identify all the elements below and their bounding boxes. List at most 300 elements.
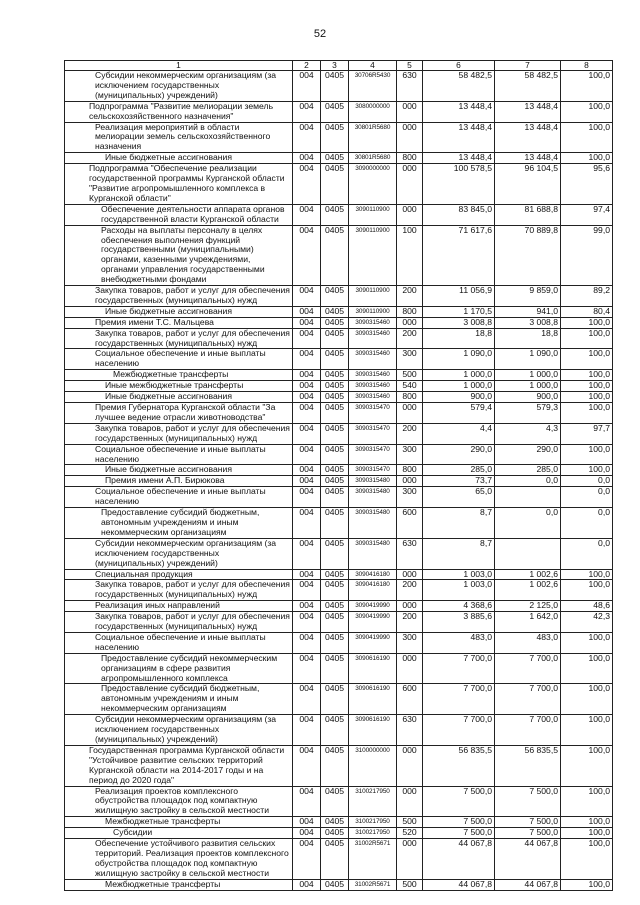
table-row [65,465,613,476]
target-article-code: 3090315480 [349,538,397,569]
table-row [65,349,613,370]
target-article-code: 3090110900 [349,225,397,285]
target-article-code: 31002R5671 [349,839,397,880]
executed-amount: 7 500,0 [495,817,561,828]
approved-amount: 1 000,0 [423,370,495,381]
section-code: 0405 [321,715,349,746]
execution-percent: 100,0 [561,879,613,890]
executed-amount: 44 067,8 [495,879,561,890]
execution-percent: 100,0 [561,465,613,476]
section-code: 0405 [321,538,349,569]
executed-amount: 1 002,6 [495,580,561,601]
executed-amount: 0,0 [495,476,561,487]
approved-amount: 1 090,0 [423,349,495,370]
ministry-code: 004 [293,286,321,307]
approved-amount: 13 448,4 [423,101,495,122]
target-article-code: 3090315460 [349,317,397,328]
table-row [65,317,613,328]
target-article-code: 3090616190 [349,715,397,746]
section-code: 0405 [321,601,349,612]
section-code: 0405 [321,328,349,349]
execution-percent: 0,0 [561,508,613,539]
row-name: Закупка товаров, работ и услуг для обеспечения государственных (муниципальных) нужд [65,328,293,349]
row-name: Премия имени Т.С. Мальцева [65,317,293,328]
expense-type-code: 000 [397,122,423,153]
column-number: 2 [293,61,321,71]
section-code: 0405 [321,465,349,476]
expense-type-code: 000 [397,786,423,817]
approved-amount: 1 000,0 [423,381,495,392]
execution-percent: 100,0 [561,653,613,684]
row-name: Субсидии некоммерческим организациям (за исключением государственных (муниципальных) учреждений) [65,71,293,102]
executed-amount: 58 482,5 [495,71,561,102]
target-article-code: 30801R5680 [349,153,397,164]
execution-percent: 100,0 [561,101,613,122]
ministry-code: 004 [293,745,321,786]
approved-amount: 8,7 [423,538,495,569]
budget-table-container [64,60,612,891]
approved-amount: 1 003,0 [423,569,495,580]
section-code: 0405 [321,879,349,890]
ministry-code: 004 [293,786,321,817]
table-row [65,569,613,580]
expense-type-code: 200 [397,423,423,444]
target-article-code: 3090416180 [349,580,397,601]
target-article-code: 31002R5671 [349,879,397,890]
expense-type-code: 000 [397,164,423,205]
ministry-code: 004 [293,839,321,880]
row-name: Субсидии некоммерческим организациям (за исключением государственных (муниципальных) учреждений) [65,715,293,746]
expense-type-code: 000 [397,476,423,487]
row-name: Специальная продукция [65,569,293,580]
section-code: 0405 [321,101,349,122]
approved-amount: 7 500,0 [423,786,495,817]
executed-amount: 2 125,0 [495,601,561,612]
expense-type-code: 200 [397,580,423,601]
approved-amount: 4 368,6 [423,601,495,612]
expense-type-code: 000 [397,403,423,424]
ministry-code: 004 [293,476,321,487]
target-article-code: 3090315460 [349,392,397,403]
ministry-code: 004 [293,601,321,612]
ministry-code: 004 [293,370,321,381]
table-row [65,580,613,601]
table-row [65,828,613,839]
ministry-code: 004 [293,444,321,465]
ministry-code: 004 [293,349,321,370]
table-row [65,684,613,715]
execution-percent: 100,0 [561,370,613,381]
section-code: 0405 [321,828,349,839]
executed-amount: 7 500,0 [495,786,561,817]
target-article-code: 3080000000 [349,101,397,122]
target-article-code: 3090315470 [349,403,397,424]
expense-type-code: 630 [397,715,423,746]
section-code: 0405 [321,786,349,817]
expense-type-code: 000 [397,839,423,880]
ministry-code: 004 [293,569,321,580]
section-code: 0405 [321,487,349,508]
executed-amount: 4,3 [495,423,561,444]
executed-amount: 44 067,8 [495,839,561,880]
approved-amount: 7 500,0 [423,828,495,839]
executed-amount: 1 642,0 [495,612,561,633]
executed-amount: 900,0 [495,392,561,403]
expense-type-code: 000 [397,653,423,684]
budget-table [64,60,613,891]
execution-percent: 100,0 [561,444,613,465]
row-name: Иные бюджетные ассигнования [65,306,293,317]
table-row [65,715,613,746]
column-number: 4 [349,61,397,71]
executed-amount: 285,0 [495,465,561,476]
approved-amount: 1 170,5 [423,306,495,317]
expense-type-code: 500 [397,879,423,890]
ministry-code: 004 [293,508,321,539]
executed-amount: 941,0 [495,306,561,317]
row-name: Закупка товаров, работ и услуг для обеспечения государственных (муниципальных) нужд [65,423,293,444]
expense-type-code: 600 [397,684,423,715]
page-number: 52 [313,28,327,40]
row-name: Предоставление субсидий некоммерческим организациям в сфере развития агропромышленного комплекса [65,653,293,684]
row-name: Иные межбюджетные трансферты [65,381,293,392]
ministry-code: 004 [293,204,321,225]
executed-amount: 1 000,0 [495,370,561,381]
ministry-code: 004 [293,71,321,102]
executed-amount: 96 104,5 [495,164,561,205]
table-row [65,328,613,349]
expense-type-code: 600 [397,508,423,539]
ministry-code: 004 [293,317,321,328]
ministry-code: 004 [293,828,321,839]
executed-amount: 579,3 [495,403,561,424]
section-code: 0405 [321,306,349,317]
section-code: 0405 [321,423,349,444]
target-article-code: 3090315460 [349,370,397,381]
ministry-code: 004 [293,538,321,569]
target-article-code: 3090315460 [349,349,397,370]
ministry-code: 004 [293,164,321,205]
approved-amount: 13 448,4 [423,153,495,164]
column-number: 3 [321,61,349,71]
expense-type-code: 000 [397,601,423,612]
ministry-code: 004 [293,392,321,403]
executed-amount: 1 002,6 [495,569,561,580]
section-code: 0405 [321,476,349,487]
table-row [65,204,613,225]
target-article-code: 3100000000 [349,745,397,786]
execution-percent: 100,0 [561,715,613,746]
execution-percent: 100,0 [561,580,613,601]
executed-amount: 290,0 [495,444,561,465]
row-name: Реализация мероприятий в области мелиорации земель сельскохозяйственного назначения [65,122,293,153]
target-article-code: 30801R5680 [349,122,397,153]
table-row [65,153,613,164]
expense-type-code: 300 [397,487,423,508]
executed-amount [495,538,561,569]
row-name: Межбюджетные трансферты [65,879,293,890]
ministry-code: 004 [293,817,321,828]
section-code: 0405 [321,569,349,580]
row-name: Закупка товаров, работ и услуг для обеспечения государственных (муниципальных) нужд [65,580,293,601]
row-name: Иные бюджетные ассигнования [65,392,293,403]
row-name: Премия Губернатора Курганской области "За лучшее ведение отрасли животноводства" [65,403,293,424]
table-row [65,286,613,307]
table-row [65,817,613,828]
approved-amount: 73,7 [423,476,495,487]
executed-amount: 7 700,0 [495,653,561,684]
approved-amount: 483,0 [423,632,495,653]
section-code: 0405 [321,612,349,633]
target-article-code: 3090000000 [349,164,397,205]
expense-type-code: 630 [397,71,423,102]
row-name: Подпрограмма "Развитие мелиорации земель сельскохозяйственного назначения" [65,101,293,122]
table-row [65,122,613,153]
row-name: Социальное обеспечение и иные выплаты населению [65,349,293,370]
execution-percent: 100,0 [561,317,613,328]
target-article-code: 3090315480 [349,487,397,508]
execution-percent: 89,2 [561,286,613,307]
target-article-code: 3090315460 [349,381,397,392]
section-code: 0405 [321,684,349,715]
row-name: Субсидии [65,828,293,839]
expense-type-code: 000 [397,745,423,786]
ministry-code: 004 [293,153,321,164]
row-name: Субсидии некоммерческим организациям (за исключением государственных (муниципальных) учреждений) [65,538,293,569]
section-code: 0405 [321,225,349,285]
executed-amount: 7 500,0 [495,828,561,839]
executed-amount: 3 008,8 [495,317,561,328]
executed-amount: 483,0 [495,632,561,653]
table-row [65,403,613,424]
table-row [65,786,613,817]
table-body [65,71,613,891]
target-article-code: 3090616190 [349,653,397,684]
section-code: 0405 [321,71,349,102]
execution-percent: 0,0 [561,538,613,569]
target-article-code: 3090315470 [349,465,397,476]
column-number: 8 [561,61,613,71]
row-name: Социальное обеспечение и иные выплаты населению [65,487,293,508]
section-code: 0405 [321,392,349,403]
target-article-code: 3090419990 [349,612,397,633]
execution-percent: 97,4 [561,204,613,225]
execution-percent: 100,0 [561,632,613,653]
target-article-code: 3100217950 [349,828,397,839]
execution-percent: 100,0 [561,745,613,786]
table-row [65,381,613,392]
table-row [65,101,613,122]
executed-amount: 70 889,8 [495,225,561,285]
executed-amount: 1 090,0 [495,349,561,370]
approved-amount: 1 003,0 [423,580,495,601]
expense-type-code: 300 [397,349,423,370]
ministry-code: 004 [293,465,321,476]
section-code: 0405 [321,653,349,684]
target-article-code: 3090315460 [349,328,397,349]
section-code: 0405 [321,164,349,205]
execution-percent: 48,6 [561,601,613,612]
approved-amount: 7 700,0 [423,684,495,715]
approved-amount: 71 617,6 [423,225,495,285]
execution-percent: 100,0 [561,122,613,153]
executed-amount: 13 448,4 [495,153,561,164]
approved-amount: 13 448,4 [423,122,495,153]
section-code: 0405 [321,286,349,307]
approved-amount: 11 056,9 [423,286,495,307]
executed-amount: 81 688,8 [495,204,561,225]
table-row [65,392,613,403]
table-row [65,476,613,487]
expense-type-code: 800 [397,465,423,476]
approved-amount: 3 885,6 [423,612,495,633]
executed-amount: 7 700,0 [495,684,561,715]
expense-type-code: 500 [397,370,423,381]
execution-percent: 100,0 [561,328,613,349]
table-row [65,487,613,508]
expense-type-code: 300 [397,444,423,465]
execution-percent: 80,4 [561,306,613,317]
expense-type-code: 000 [397,204,423,225]
target-article-code: 3100217950 [349,817,397,828]
approved-amount: 900,0 [423,392,495,403]
section-code: 0405 [321,444,349,465]
execution-percent: 0,0 [561,476,613,487]
execution-percent: 42,3 [561,612,613,633]
row-name: Социальное обеспечение и иные выплаты населению [65,632,293,653]
table-row [65,879,613,890]
ministry-code: 004 [293,306,321,317]
execution-percent: 100,0 [561,569,613,580]
table-row [65,745,613,786]
approved-amount: 579,4 [423,403,495,424]
row-name: Иные бюджетные ассигнования [65,153,293,164]
column-number: 7 [495,61,561,71]
row-name: Государственная программа Курганской области "Устойчивое развитие сельских территорий Курганской области на 2014-2017 годы и на период до 2020 года" [65,745,293,786]
approved-amount: 4,4 [423,423,495,444]
approved-amount: 3 008,8 [423,317,495,328]
section-code: 0405 [321,370,349,381]
table-row [65,538,613,569]
section-code: 0405 [321,122,349,153]
expense-type-code: 800 [397,306,423,317]
section-code: 0405 [321,317,349,328]
ministry-code: 004 [293,653,321,684]
row-name: Обеспечение устойчивого развития сельских территорий. Реализация проектов комплексного обустройства площадок под компактную жилищную застройку в сельской местности [65,839,293,880]
table-row [65,508,613,539]
ministry-code: 004 [293,101,321,122]
target-article-code: 3090315470 [349,423,397,444]
target-article-code: 3090315470 [349,444,397,465]
approved-amount: 285,0 [423,465,495,476]
section-code: 0405 [321,580,349,601]
expense-type-code: 540 [397,381,423,392]
expense-type-code: 520 [397,828,423,839]
execution-percent: 95,6 [561,164,613,205]
column-number: 6 [423,61,495,71]
approved-amount: 65,0 [423,487,495,508]
row-name: Подпрограмма "Обеспечение реализации государственной программы Курганской области "Развитие агропромышленного комплекса в Курганской области" [65,164,293,205]
ministry-code: 004 [293,580,321,601]
row-name: Иные бюджетные ассигнования [65,465,293,476]
execution-percent: 97,7 [561,423,613,444]
table-row [65,653,613,684]
approved-amount: 7 700,0 [423,715,495,746]
ministry-code: 004 [293,122,321,153]
approved-amount: 83 845,0 [423,204,495,225]
row-name: Премия имени А.П. Бирюкова [65,476,293,487]
ministry-code: 004 [293,487,321,508]
target-article-code: 3090110900 [349,306,397,317]
target-article-code: 3090416180 [349,569,397,580]
table-row [65,225,613,285]
table-row [65,306,613,317]
target-article-code: 3090419990 [349,632,397,653]
approved-amount: 56 835,5 [423,745,495,786]
section-code: 0405 [321,381,349,392]
row-name: Закупка товаров, работ и услуг для обеспечения государственных (муниципальных) нужд [65,612,293,633]
ministry-code: 004 [293,381,321,392]
ministry-code: 004 [293,632,321,653]
table-row [65,632,613,653]
execution-percent: 100,0 [561,381,613,392]
expense-type-code: 300 [397,632,423,653]
execution-percent: 100,0 [561,392,613,403]
approved-amount: 58 482,5 [423,71,495,102]
table-row [65,612,613,633]
approved-amount: 290,0 [423,444,495,465]
executed-amount: 1 000,0 [495,381,561,392]
row-name: Закупка товаров, работ и услуг для обеспечения государственных (муниципальных) нужд [65,286,293,307]
expense-type-code: 200 [397,286,423,307]
approved-amount: 8,7 [423,508,495,539]
section-code: 0405 [321,632,349,653]
approved-amount: 7 500,0 [423,817,495,828]
execution-percent: 99,0 [561,225,613,285]
target-article-code: 3090419990 [349,601,397,612]
row-name: Межбюджетные трансферты [65,817,293,828]
table-row [65,164,613,205]
row-name: Расходы на выплаты персоналу в целях обеспечения выполнения функций государственными (муниципальными) органами, казенными учреждениями, органами управления государственными внебюджетными фондами [65,225,293,285]
section-code: 0405 [321,204,349,225]
ministry-code: 004 [293,403,321,424]
ministry-code: 004 [293,423,321,444]
execution-percent: 100,0 [561,817,613,828]
expense-type-code: 000 [397,317,423,328]
target-article-code: 30706R5430 [349,71,397,102]
ministry-code: 004 [293,612,321,633]
row-name: Реализация иных направлений [65,601,293,612]
approved-amount: 44 067,8 [423,839,495,880]
table-row [65,71,613,102]
row-name: Обеспечение деятельности аппарата органов государственной власти Курганской области [65,204,293,225]
row-name: Межбюджетные трансферты [65,370,293,381]
approved-amount: 7 700,0 [423,653,495,684]
expense-type-code: 000 [397,101,423,122]
ministry-code: 004 [293,879,321,890]
ministry-code: 004 [293,328,321,349]
expense-type-code: 800 [397,392,423,403]
row-name: Реализация проектов комплексного обустройства площадок под компактную жилищную застройку в сельской местности [65,786,293,817]
execution-percent: 100,0 [561,71,613,102]
expense-type-code: 800 [397,153,423,164]
expense-type-code: 500 [397,817,423,828]
executed-amount: 56 835,5 [495,745,561,786]
column-number: 1 [65,61,293,71]
execution-percent: 100,0 [561,349,613,370]
table-row [65,370,613,381]
section-code: 0405 [321,508,349,539]
